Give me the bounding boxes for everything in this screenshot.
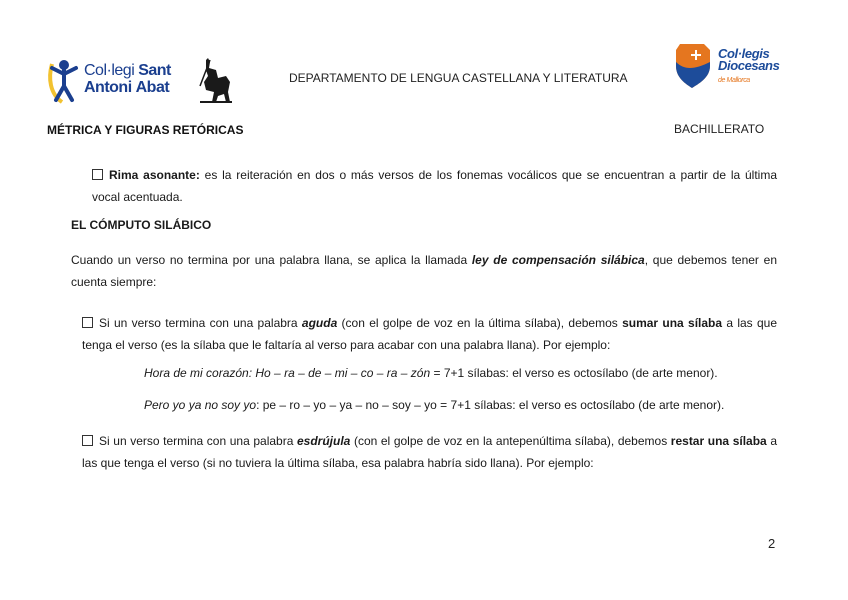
checkbox-bullet-icon	[92, 169, 103, 180]
example-1: Hora de mi corazón: Ho – ra – de – mi – co – ra – zón = 7+1 sílabas: el verso es octosílabo (de arte menor).	[144, 366, 718, 380]
checkbox-bullet-icon	[82, 435, 93, 446]
department-title: DEPARTAMENTO DE LENGUA CASTELLANA Y LITERATURA	[289, 71, 628, 85]
college-name: Col·legi Sant Antoni Abat	[84, 62, 171, 96]
quixote-silhouette-icon	[196, 56, 236, 106]
level-label: BACHILLERATO	[674, 122, 765, 136]
section-title: MÉTRICA Y FIGURAS RETÓRICAS	[47, 123, 244, 137]
diocesan-emblem-icon	[674, 40, 716, 90]
computo-heading: EL CÓMPUTO SILÁBICO	[71, 218, 212, 232]
page-number: 2	[768, 536, 776, 551]
diocesan-logo	[674, 40, 794, 92]
example-2: Pero yo ya no soy yo: pe – ro – yo – ya – no – soy – yo = 7+1 sílabas: el verso es octosílabo (de arte menor).	[144, 398, 725, 412]
college-figure-icon	[46, 56, 82, 106]
diocesan-name: Col·legis Diocesans de Mallorca	[718, 46, 780, 84]
checkbox-bullet-icon	[82, 317, 93, 328]
aguda-item: Si un verso termina con una palabra aguda (con el golpe de voz en la última sílaba), debemos sumar una sílaba a las que tenga el verso (es la sílaba que le faltaría al verso para acabar con una palabra llana). Por ejemplo:	[82, 316, 777, 352]
rima-asonante-item: Rima asonante: es la reiteración en dos o más versos de los fonemas vocálicos que se encuentran a partir de la última vocal acentuada.	[92, 168, 778, 204]
intro-paragraph: Cuando un verso no termina por una palabra llana, se aplica la llamada ley de compensación silábica, que debemos tener en cuenta siempre:	[71, 253, 777, 289]
college-logo	[46, 56, 246, 108]
esdrujula-item: Si un verso termina con una palabra esdrújula (con el golpe de voz en la antepenúltima sílaba), debemos restar una sílaba a las que tenga el verso (si no tuviera la última sílaba, esa palabra habría sido llana). Por ejemplo:	[82, 434, 777, 470]
